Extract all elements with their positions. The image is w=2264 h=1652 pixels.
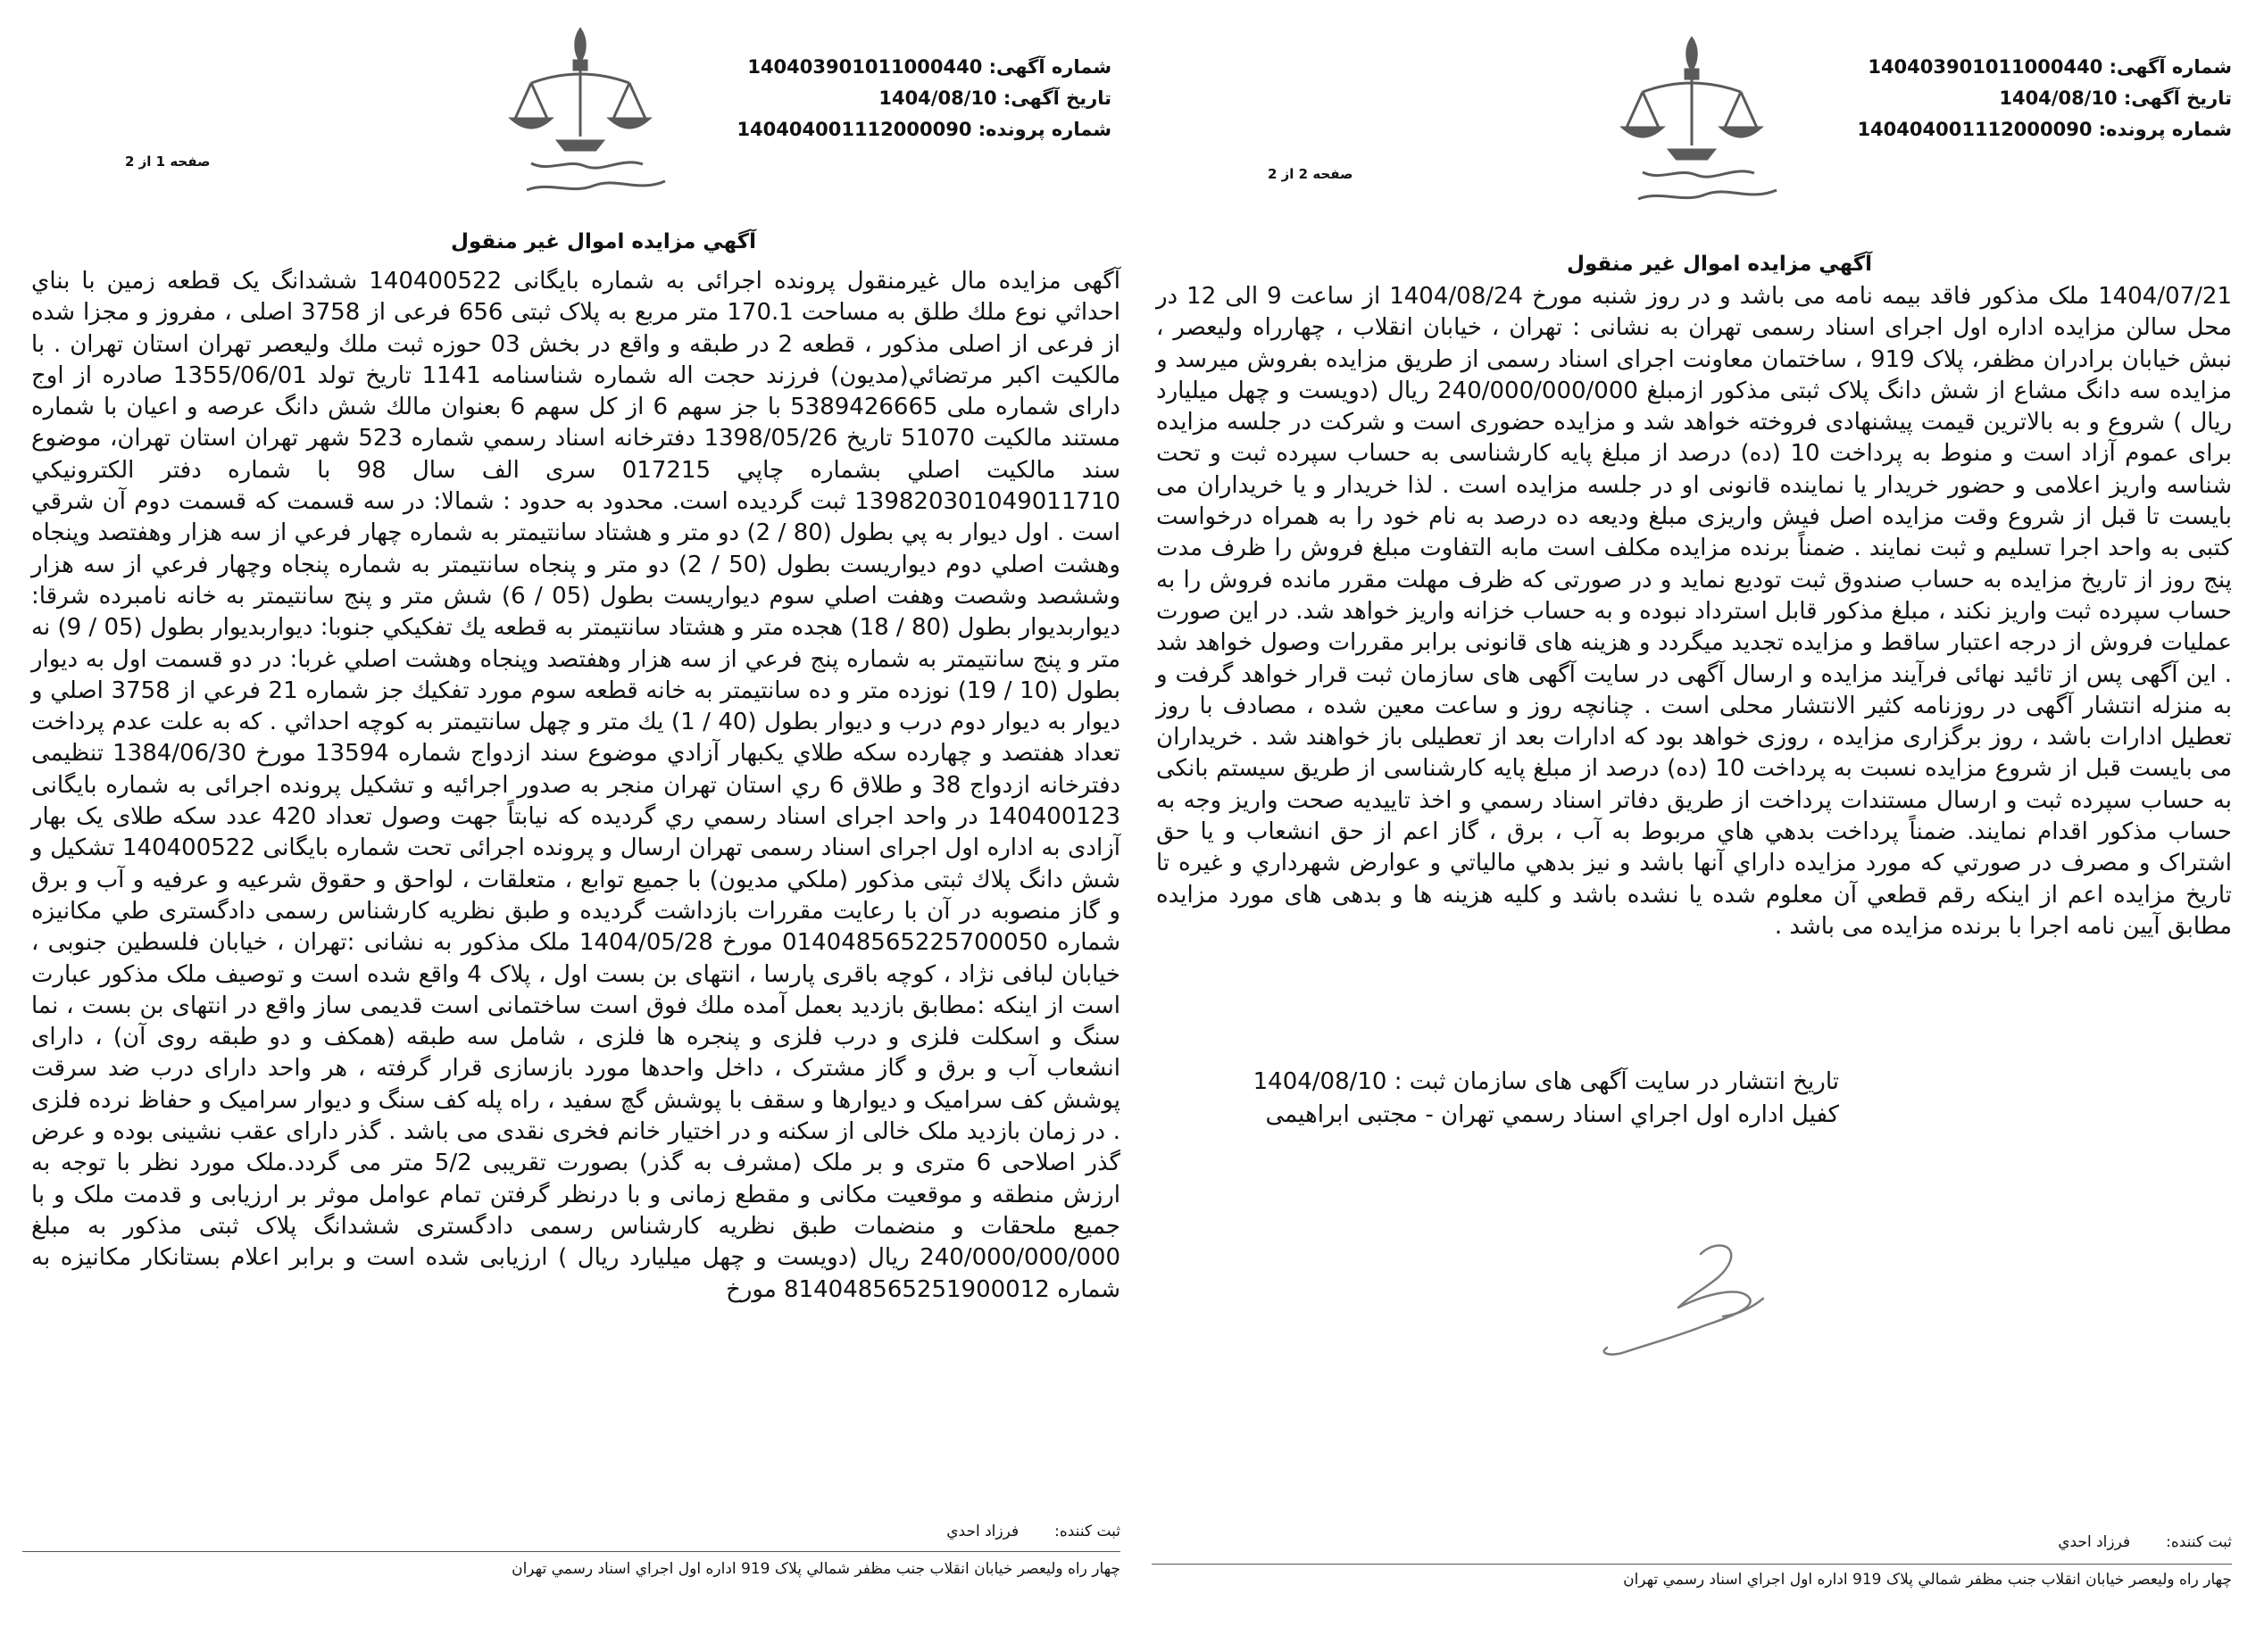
case-number-label: شماره پرونده: (978, 119, 1111, 140)
page-title: آگهي مزايده اموال غير منقول (451, 230, 757, 253)
notice-body: آگهی مزایده مال غیرمنقول پرونده اجرائی به شماره بایگانی 140400522 ششدانگ یک قطعه زمین با بناي احداثي نوع ملك طلق به مساحت 170.1 متر مربع به پلاک ثبتی 656 فرعی از 3758 اصلی ، مفروز و مجزا شده از فرعی از اصلی مذکور ، قطعه 2 در طبقه و واقع در بخش 03 حوزه ثبت ملك وليعصر تهران استان تهران . با مالكيت اكبر مرتضائي(مدیون) فرزند حجت اله شماره شناسنامه 1141 تاريخ تولد 1355/06/01 صادره از اوج دارای شماره ملی 5389426665 با جز سهم 6 از كل سهم 6 بعنوان مالك شش دانگ عرصه و اعيان با شماره مستند مالكيت 51070 تاريخ 1398/05/26 دفترخانه اسناد رسمي شماره 523 شهر تهران استان تهران، موضوع سند مالكيت اصلي بشماره چاپي 017215 سری الف سال 98 با شماره دفتر الكترونيكي 139820301049011710 ثبت گرديده است. محدود به حدود : شمالا: در سه قسمت كه قسمت دوم آن شرقي است . اول ديوار به پي بطول (80 / 2) دو متر و هشتاد سانتيمتر به شماره چهار فرعي از سه هزار وهفتصد وپنجاه وهشت اصلي دوم ديواريست بطول (50 / 2) دو متر و پنجاه سانتيمتر به شماره پنجاه وچهار فرعي از سه هزار وششصد وشصت وهفت اصلي سوم ديواريست بطول (05 / 6) شش متر و پنج سانتيمتر به خانه نامبرده شرقا: ديواربديوار بطول (80 / 18) هجده متر و هشتاد سانتيمتر به قطعه يك تفكيكي جنوبا: ديواربديوار بطول (05 / 9) نه متر و پنج سانتيمتر به شماره پنج فرعي از سه هزار وهفتصد وپنجاه وهشت اصلي غربا: در دو قسمت اول به ديوار بطول (10 / 19) نوزده متر و ده سانتيمتر به خانه قطعه سوم مورد تفكيك جز شماره 21 فرعي از 3758 اصلي و ديوار به ديوار دوم درب و ديوار بطول (40 / 1) يك متر و چهل سانتيمتر به كوچه احداثي . كه به علت عدم پرداخت تعداد هفتصد و چهارده سکه طلاي يكبهار آزادي موضوع سند ازدواج شماره 13594 مورخ 1384/06/30 تنظیمی دفترخانه ازدواج 38 و طلاق 6 ري استان تهران منجر به صدور اجرائیه و تشکیل پرونده اجرائی به شماره بایگانی 140400123 در واحد اجرای اسناد رسمي ري گرديده که نیابتاً جهت وصول تعداد 420 عدد سكه طلای یک بهار آزادی به اداره اول اجرای اسناد رسمی تهران ارسال و پرونده اجرائی تحت شماره بایگانی 140400522 تشکیل و شش دانگ پلاك ثبتی مذکور (ملکي مدیون) با جمیع توابع ، متعلقات ، لواحق و حقوق شرعیه و عرفیه و آب و برق و گاز منصوبه در آن با رعایت مقررات بازداشت گردیده و طبق نظریه كارشناس رسمی دادگستری طي مکانیزه شماره 14048565225700050‏0 مورخ 1404/05/28 ملک مذکور به نشانی :تهران ، خیابان فلسطین جنوبی ، خیابان لبافی نژاد ، کوچه باقری پارسا ، انتهای بن بست اول ، پلاک 4 واقع شده است و توصیف ملک مذکور عبارت است از اینکه :مطابق بازدید بعمل آمده ملك فوق است ساختمانی است قدیمی ساز واقع در انتهای بن بست ، نما سنگ و اسکلت فلزی و درب فلزی و پنجره ها فلزی ، شامل سه طبقه (همکف و دو طبقه روی آن) ، دارای انشعاب آب و برق و گاز مشترک ، داخل واحدها مورد بازسازی قرار گرفته ، هر واحد دارای درب ضد سرقت پوشش کف سرامیک و دیوارها و سقف با پوشش گچ سفید ، راه پله کف سنگ و دیوار سرامیک و حفاظ نرده فلزی . در زمان بازدید ملک خالی از سکنه و در اختیار خانم فخری نقدی می باشد . گذر دارای عقب نشینی بوده و عرض گذر اصلاحی 6 متری و بر ملک (مشرف به گذر) بصورت تقریبی 5/2 متر می گردد.ملک مورد نظر با توجه به ارزش منطقه و موقعیت مکانی و مقطع زمانی و با درنظر گرفتن تمام عوامل موثر بر ارزیابی و قدمت ملک و با جمیع ملحقات و منضمات طبق نظریه کارشناس رسمی دادگستری ششدانگ پلاک ثبتی مذکور به مبلغ 240/000/000/000 ریال (دویست و چهل میلیارد ریال ) ارزیابی شده است و برابر اعلام بستانکار مکانیزه به شماره 14048565251900012‏8 مورخ (31, 268, 1121, 1303)
ad-number: 140403901011000440 (747, 56, 983, 78)
ad-number-label: شماره آگهی: (988, 56, 1111, 78)
notice-page-1 (22, 0, 1138, 1652)
ad-number-row (1857, 52, 2232, 83)
ad-date-label: تاریخ آگهی: (1003, 87, 1111, 109)
notice-body: 1404/07/21 ملک مذکور فاقد بیمه نامه می باشد و در روز شنبه مورخ 1404/08/24 از ساعت 9 الی 12 در محل سالن مزایده اداره اول اجرای اسناد رسمی تهران به نشانی : تهران ، خیابان انقلاب ، چهارراه ولیعصر ، نبش خیابان برادران مظفر، پلاک 919 ، ساختمان معاونت اجرای اسناد رسمی از طریق مزایده بفروش میرسد و مزایده سه دانگ مشاع از شش دانگ پلاک ثبتی مذکور ازمبلغ 240/000/000/000 ریال (دویست و چهل میلیارد ریال ) شروع و به بالاترین قیمت پیشنهادی فروخته خواهد شد و مزایده حضوری است و شرکت در جلسه مزایده برای عموم آزاد است و منوط به پرداخت 10 (ده) درصد از مبلغ پایه کارشناسی به حساب سپرده ثبت و تحت شناسه واریز اعلامی و حضور خریدار یا نماینده قانونی او در جلسه مزایده است . لذا خریدار و یا خریداران می بایست تا قبل از شروع وقت مزایده اصل فیش واریزی مبلغ ودیعه ده درصد به نام خود را به همراه درخواست کتبی به واحد اجرا تسلیم و ثبت نمایند . ضمناً برنده مزایده مکلف است مابه التفاوت مبلغ فروش را ظرف مدت پنج روز از تاریخ مزایده به حساب صندوق ثبت تودیع نماید و در صورتی که ظرف مهلت مقرر مانده فروش را به حساب سپرده ثبت واریز نکند ، مبلغ مذکور قابل استرداد نبوده و به حساب خزانه واریز خواهد شد. در این صورت عملیات فروش از درجه اعتبار ساقط و مزایده تجدید میگردد و هزینه های قانونی برابر مقررات وصول خواهد شد . این آگهی پس از تائید نهائی فرآیند مزایده و ارسال آگهی در سایت آگهی های سازمان ثبت قرار خواهد گرفت و به منزله انتشار آگهی در روزنامه کثیر الانتشار محلی است . چنانچه روز و ساعت معین شده ، مصادف با روز تعطیل ادارات باشد ، روز برگزاری مزایده ، روزی خواهد بود که ادارات بعد از تعطیلی باز خواهند شد . خریداران می بایست قبل از شروع مزایده نسبت به پرداخت 10 (ده) درصد از مبلغ پایه کارشناسی از طریق سیستم بانکی به حساب سپرده ثبت و ارسال مستندات پرداخت از طریق دفاتر اسناد رسمي و اخذ تاییدیه صحت واریز وجه به حساب مذکور اقدام نمایند. ضمناً پرداخت بدهي هاي مربوط به آب ، برق ، گاز اعم از حق انشعاب و یا حق اشتراک و مصرف در صورتي كه مورد مزايده داراي آنها باشد و نيز بدهي مالياتي و عوارض شهرداري و غيره تا تاريخ مزايده اعم از اينكه رقم قطعي آن معلوم شده يا نشده باشد و كليه هزينه ها و بدهی های مورد مزایده مطابق آیین نامه اجرا با برنده مزایده می باشد . (1156, 283, 2233, 940)
page-number: صفحه 2 از 2 (1268, 166, 1353, 182)
publication-date-line: تاریخ انتشار در سایت آگهی های سازمان ثبت : 1404/08/10 (1253, 1068, 1839, 1095)
registrar-label: ثبت کننده: (2166, 1533, 2232, 1551)
judiciary-emblem-icon (495, 16, 683, 203)
office-address: چهار راه وليعصر خيابان انقلاب جنب مظفر شمالي پلاک 919 اداره اول اجراي اسناد رسمي تهران (512, 1560, 1120, 1578)
official-signature-line: کفیل اداره اول اجراي اسناد رسمي تهران - مجتبی ابراهیمی (1265, 1101, 1839, 1128)
registrar-label: ثبت کننده: (1054, 1523, 1120, 1540)
case-number: 140404001112000090 (1857, 119, 2093, 140)
footer-divider (1152, 1564, 2232, 1565)
registrar (2058, 1533, 2232, 1551)
page-number: صفحه 1 از 2 (125, 154, 211, 170)
ad-date: 1404/08/10 (1999, 87, 2118, 109)
ad-number-label: شماره آگهی: (2109, 56, 2232, 78)
office-address: چهار راه وليعصر خيابان انقلاب جنب مظفر شمالي پلاک 919 اداره اول اجراي اسناد رسمي تهران (1623, 1571, 2232, 1589)
ad-date-row (737, 83, 1111, 114)
footer-divider (22, 1551, 1120, 1552)
handwritten-signature-icon (1571, 1209, 1839, 1366)
page-title: آگهي مزايده اموال غير منقول (1567, 253, 1873, 276)
notice-meta (737, 52, 1111, 145)
judiciary-emblem-icon (1607, 25, 1794, 212)
ad-number-row (737, 52, 1111, 83)
case-number-row (1857, 114, 2232, 145)
case-number-label: شماره پرونده: (2098, 119, 2232, 140)
ad-date-row (1857, 83, 2232, 114)
case-number-row (737, 114, 1111, 145)
ad-number: 140403901011000440 (1868, 56, 2103, 78)
ad-date-label: تاریخ آگهی: (2123, 87, 2232, 109)
registrar (946, 1523, 1120, 1540)
notice-meta (1857, 52, 2232, 145)
case-number: 140404001112000090 (737, 119, 972, 140)
registrar-name: فرزاد احدي (946, 1523, 1020, 1540)
notice-page-2 (1152, 0, 2250, 1652)
ad-date: 1404/08/10 (878, 87, 997, 109)
registrar-name: فرزاد احدي (2058, 1533, 2131, 1551)
